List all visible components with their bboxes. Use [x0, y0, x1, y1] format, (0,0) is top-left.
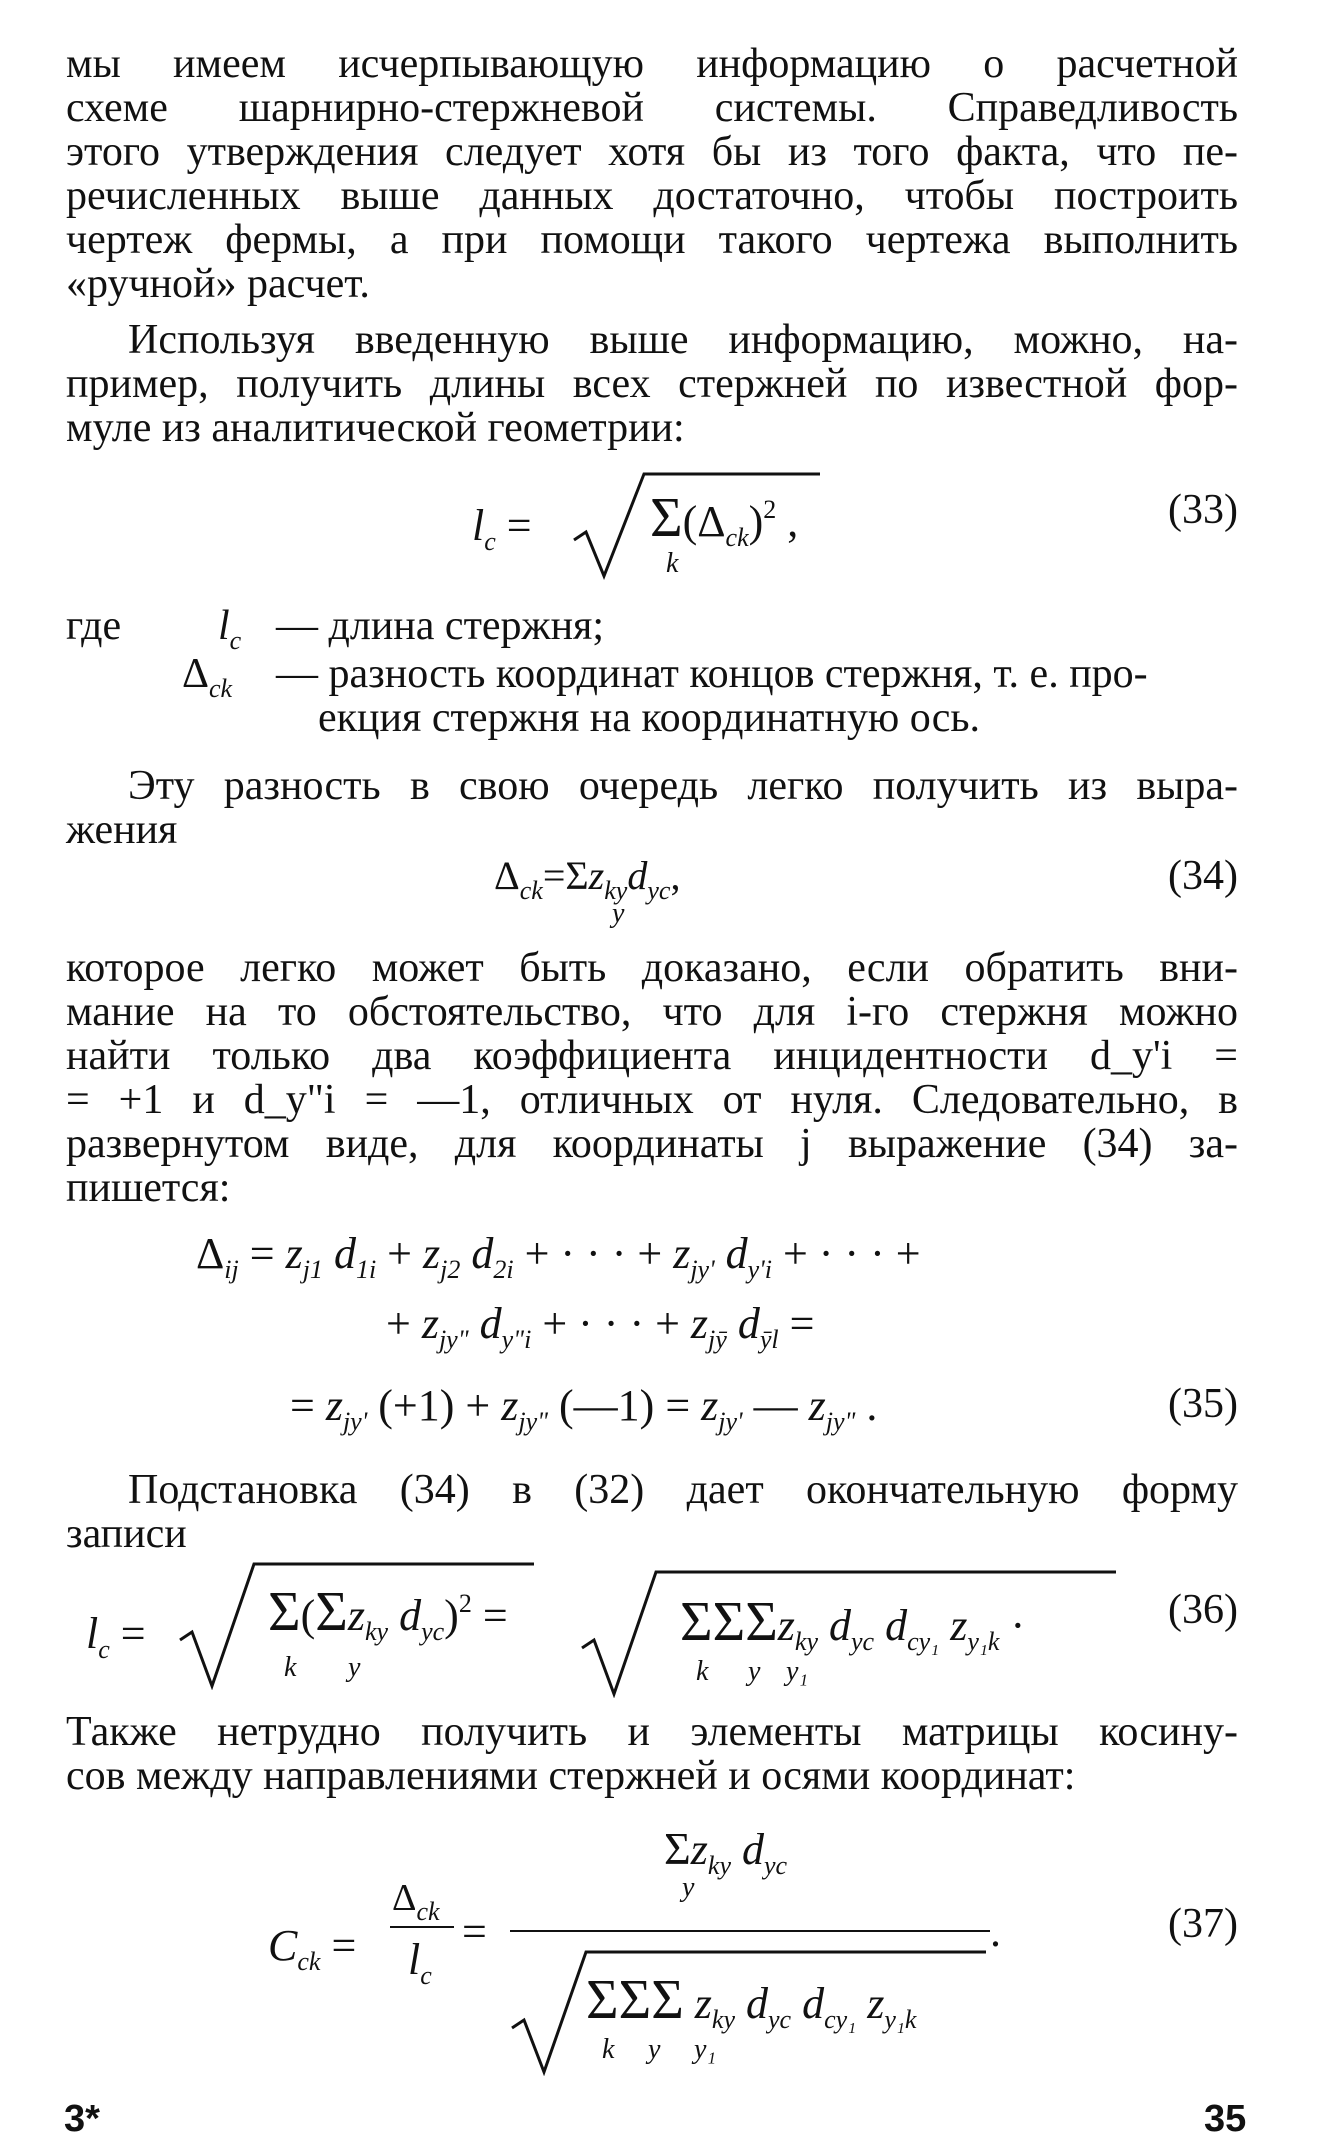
text-line: Подстановка (34) в (32) дает окончательную форму — [128, 1467, 1238, 1513]
text-line: развернутом виде, для координаты j выражение (34) за- — [66, 1121, 1238, 1167]
where-label: где — [66, 603, 122, 649]
where-definition-2: — разность координат концов стержня, т. е. про- — [276, 651, 1148, 697]
text-line: этого утверждения следует хотя бы из того факта, что пе- — [66, 129, 1238, 175]
fraction-bar — [390, 1926, 454, 1928]
text-line: Также нетрудно получить и элементы матрицы косину- — [66, 1709, 1238, 1755]
equation-number: (33) — [1168, 487, 1238, 533]
where-definition-1: — длина стержня; — [276, 603, 605, 649]
paragraph-6 — [66, 1710, 1238, 1798]
paragraph-2 — [66, 318, 1238, 450]
text-line: Используя введенную выше информацию, можно, на- — [128, 317, 1238, 363]
where-definition-2-cont: екция стержня на координатную ось. — [318, 695, 981, 741]
text-line: мы имеем исчерпывающую информацию о расчетной — [66, 41, 1238, 87]
text-line: которое легко может быть доказано, если обратить вни- — [66, 945, 1238, 991]
paragraph-4 — [66, 946, 1238, 1210]
text-line: Эту разность в свою очередь легко получить из выра- — [128, 763, 1238, 809]
text-line: жения — [66, 807, 178, 853]
text-line: муле из аналитической геометрии: — [66, 405, 685, 451]
equation-number: (34) — [1168, 853, 1238, 899]
text-line: схеме шарнирно-стержневой системы. Справедливость — [66, 85, 1238, 131]
text-line: = +1 и d_y"i = —1, отличных от нуля. Следовательно, в — [66, 1077, 1238, 1123]
fraction-bar — [510, 1930, 990, 1932]
text-line: записи — [66, 1511, 187, 1557]
equation-number: (37) — [1168, 1901, 1238, 1947]
paragraph-3 — [66, 764, 1238, 852]
where-symbol-1: $l_c$ — [218, 603, 242, 655]
text-line: чертеж фермы, а при помощи такого чертежа выполнить — [66, 217, 1238, 263]
where-symbol-2: $\Delta_{ck}$ — [182, 651, 233, 703]
text-line: речисленных выше данных достаточно, чтобы построить — [66, 173, 1238, 219]
text-line: пример, получить длины всех стержней по известной фор- — [66, 361, 1238, 407]
equation-number: (36) — [1168, 1587, 1238, 1633]
page-number: 35 — [1204, 2098, 1247, 2140]
text-line: мание на то обстоятельство, что для i-го стержня можно — [66, 989, 1238, 1035]
text-line: сов между направлениями стержней и осями координат: — [66, 1753, 1076, 1799]
paragraph-1 — [66, 42, 1238, 306]
text-line: «ручной» расчет. — [66, 261, 370, 307]
text-line: пишется: — [66, 1165, 231, 1211]
equation-number: (35) — [1168, 1381, 1238, 1427]
book-page: мы имеем исчерпывающую информацию о расчетной схеме шарнирно-стержневой системы. Справедливость этого утверждения следует хотя бы из того факта, что пе- речисленных выше данных достаточно, чтобы построить чертеж фермы, а при помощи такого чертежа выполнить «ручной» расчет. Используя введенную выше информацию, можно, на- пример, получить длины всех стержней по известной фор- муле из аналитической геометрии: $l_c$ = $\Sigma(\Delta_{ck})^2$ , k (33) где $l_c$ — длина стержня; $\Delta_{ck}$ — разность координат концов стержня, т. е. про- екция стержня на координатную ось. Эту разность в свою очередь легко получить из выра- жения $\Delta_{ck}=\Sigma z_{ky}d_{yc}$, y (34) которое легко может быть доказано, если обратить вни- мание на то обстоятельство, что для i-го стержня можно найти только два коэффициента инцидентности d_y'i = = +1 и d_y"i = —1, отличных от нуля. Следовательно, в развернутом виде, для координаты j выражение (34) за- пишется: $\Delta_{ij} = z_{j1}$ $d_{1i} + z_{j2}$ $d_{2i}$ + · · · + $z_{jy'}$ $d_{y'i}$ + · · · + + $z_{jy"}$ $d_{y"i}$ + · · · + $z_{jȳ}$ $d_{ȳl}$ = = $z_{jy'}$ $(+1) + z_{jy"}$ (—1) = $z_{jy'}$ — $z_{jy"}$ . (35) Подстановка (34) в (32) дает окончательную форму записи $l_c$ = $\Sigma(\Sigma z_{ky}$ $d_{yc})^2$ = k y ΣΣΣz$_{ky}$ $d_{yc}$ $d_{cy_1}$ $z_{y_1k}$ · k y y₁ (36) Также нетрудно получить и элементы матрицы косину- сов между направлениями стержней и осями координат: $\Sigma z_{ky}$ $d_{yc}$ y $C_{ck}$ = $\Delta_{ck}$ $l_c$ = . ΣΣΣ $z_{ky}$ $d_{yc}$ $d_{cy_1}$ $z_{y_1k}$ k y y₁ (37) 3* 35 — [64, 41, 1247, 2140]
text-line: найти только два коэффициента инцидентности d_y'i = — [66, 1033, 1238, 1079]
signature-mark: 3* — [64, 2098, 100, 2140]
paragraph-5 — [66, 1468, 1238, 1556]
